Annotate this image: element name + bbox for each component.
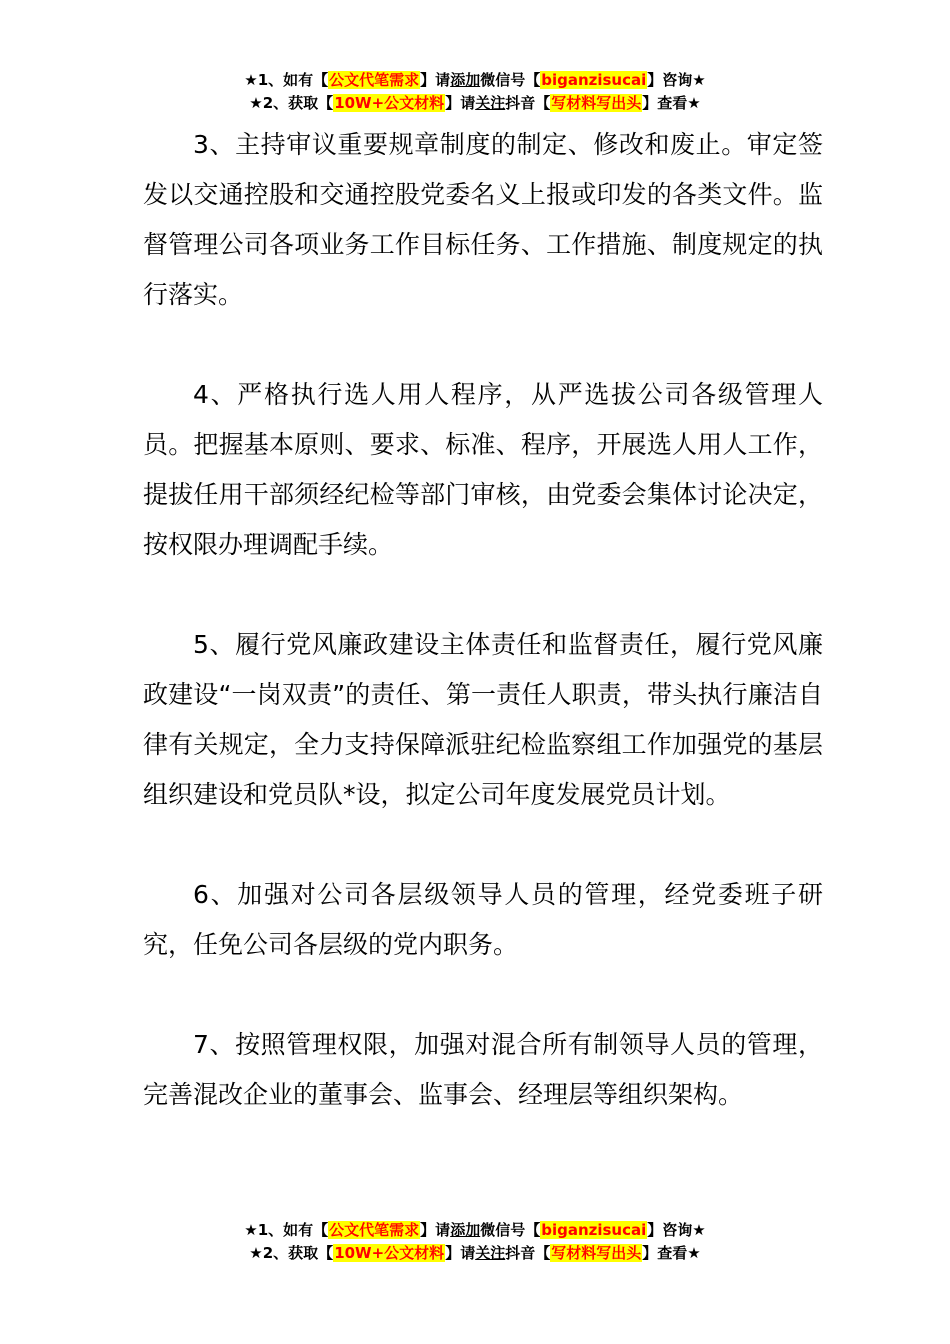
banner-text: 】查看★ [642, 1244, 701, 1262]
document-body [143, 120, 823, 1170]
paragraph: 4、严格执行选人用人程序，从严选拔公司各级管理人员。把握基本原则、要求、标准、程序，开展选人用人工作，提拔任用干部须经纪检等部门审核，由党委会集体讨论决定，按权限办理调配手续。 [143, 380, 823, 559]
paragraph: 5、履行党风廉政建设主体责任和监督责任，履行党风廉政建设“一岗双责”的责任、第一责任人职责，带头执行廉洁自律有关规定，全力支持保障派驻纪检监察组工作加强党的基层组织建设和党员队*设，拟定公司年度发展党员计划。 [143, 630, 823, 809]
banner-line-1 [0, 1219, 950, 1242]
footer-banner [0, 1219, 950, 1265]
banner-highlight: 10W+公文材料 [334, 1244, 445, 1262]
banner-text: 微信号【 [480, 1221, 541, 1239]
banner-highlight: 公文代笔需求 [329, 71, 420, 89]
header-banner [0, 69, 950, 115]
banner-underlined: 关注 [475, 1244, 506, 1262]
banner-text: 】请 [420, 71, 451, 89]
banner-text: ★2、获取【 [249, 1244, 334, 1262]
banner-text: 】咨询★ [647, 71, 706, 89]
banner-text: ★2、获取【 [249, 94, 334, 112]
paragraph: 7、按照管理权限，加强对混合所有制领导人员的管理，完善混改企业的董事会、监事会、经理层等组织架构。 [143, 1030, 823, 1109]
banner-underlined: 添加 [450, 71, 481, 89]
banner-line-2 [0, 92, 950, 115]
banner-text: 】查看★ [642, 94, 701, 112]
banner-text: 微信号【 [480, 71, 541, 89]
banner-highlight: 写材料写出头 [551, 1244, 642, 1262]
banner-text: 】请 [445, 1244, 476, 1262]
banner-line-2 [0, 1242, 950, 1265]
banner-text: 】咨询★ [647, 1221, 706, 1239]
banner-text: ★1、如有【 [244, 1221, 329, 1239]
banner-underlined: 关注 [475, 94, 506, 112]
banner-text: 】请 [445, 94, 476, 112]
banner-line-1 [0, 69, 950, 92]
banner-text: 抖音【 [505, 94, 551, 112]
banner-highlight: biganzisucai [541, 1221, 647, 1239]
paragraph: 6、加强对公司各层级领导人员的管理，经党委班子研究，任免公司各层级的党内职务。 [143, 880, 823, 959]
banner-text: 抖音【 [505, 1244, 551, 1262]
paragraph: 3、主持审议重要规章制度的制定、修改和废止。审定签发以交通控股和交通控股党委名义上报或印发的各类文件。监督管理公司各项业务工作目标任务、工作措施、制度规定的执行落实。 [143, 130, 823, 309]
banner-text: 】请 [420, 1221, 451, 1239]
banner-underlined: 添加 [450, 1221, 481, 1239]
banner-highlight: 10W+公文材料 [334, 94, 445, 112]
banner-text: ★1、如有【 [244, 71, 329, 89]
banner-highlight: biganzisucai [541, 71, 647, 89]
banner-highlight: 公文代笔需求 [329, 1221, 420, 1239]
banner-highlight: 写材料写出头 [551, 94, 642, 112]
